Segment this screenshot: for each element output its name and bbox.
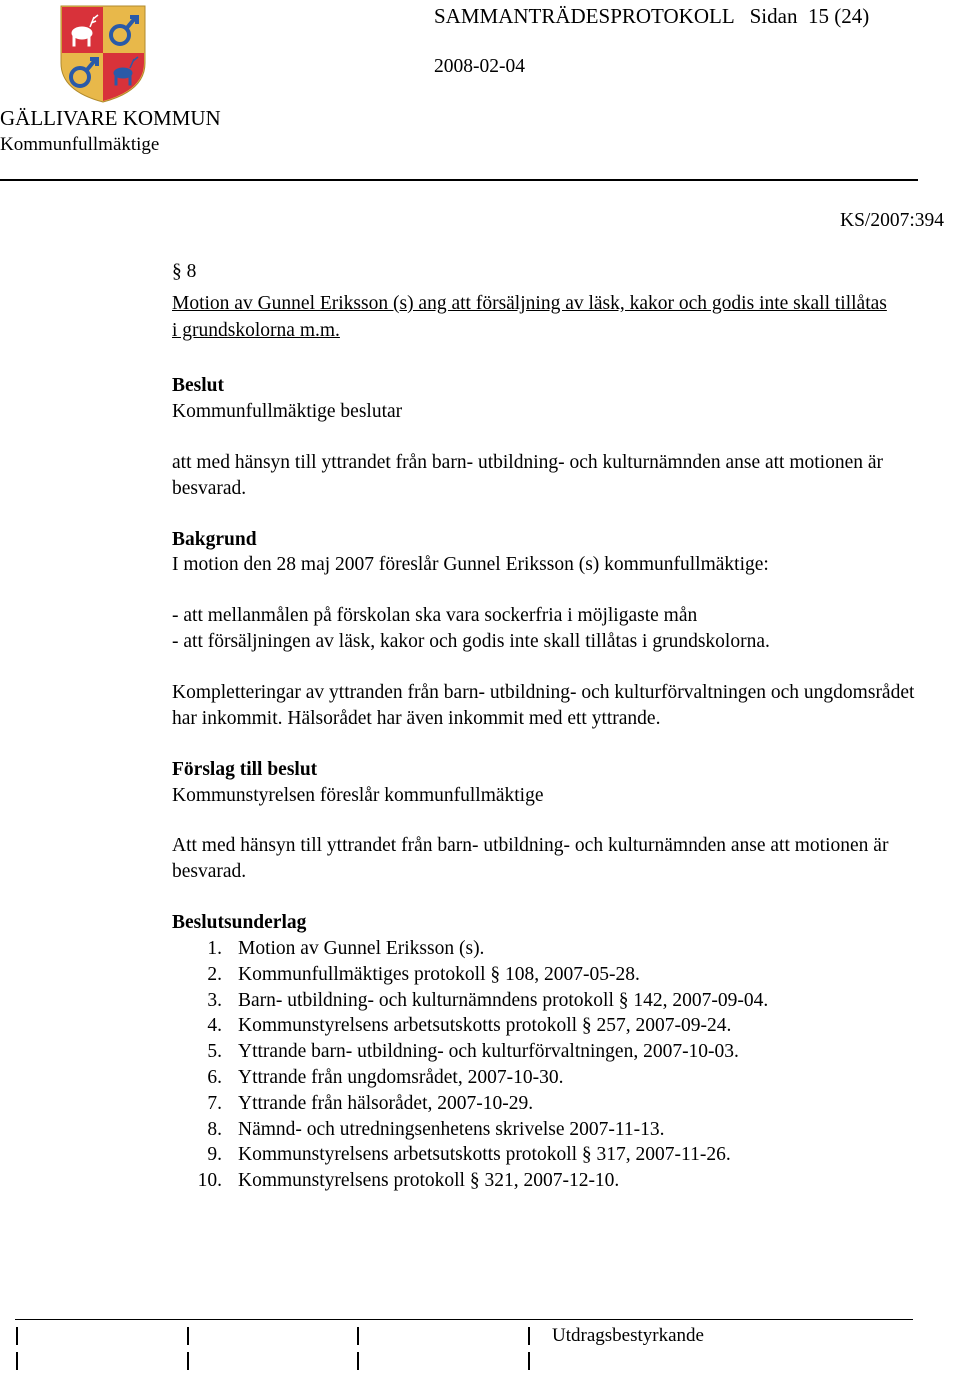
- case-number: KS/2007:394: [840, 210, 945, 231]
- list-item: [172, 962, 932, 988]
- basis-list: [172, 936, 932, 1194]
- signature-box-divider: [16, 1327, 18, 1345]
- list-item-number: 8.: [207, 1118, 222, 1140]
- list-item: [172, 988, 932, 1014]
- list-item: [172, 936, 932, 962]
- basis-heading: Beslutsunderlag: [172, 912, 307, 933]
- list-item-text: Kommunstyrelsens protokoll § 321, 2007-12-10.: [238, 1170, 620, 1192]
- list-item-text: Nämnd- och utredningsenhetens skrivelse 2007-11-13.: [238, 1118, 665, 1140]
- list-item-text: Kommunfullmäktiges protokoll § 108, 2007-05-28.: [238, 963, 640, 985]
- motion-title: Motion av Gunnel Eriksson (s) ang att försäljning av läsk, kakor och godis inte skall tillåtas i grundskolorna m.m.: [172, 293, 887, 341]
- decision-text: att med hänsyn till yttrandet från barn- utbildning- och kulturnämnden anse att motionen är besvarad.: [172, 452, 884, 499]
- list-item-number: 9.: [207, 1144, 222, 1166]
- list-item: [172, 1039, 932, 1065]
- header-divider: [0, 179, 918, 181]
- background-point-2: - att försäljningen av läsk, kakor och godis inte skall tillåtas i grundskolorna.: [172, 631, 770, 652]
- list-item-number: 1.: [207, 938, 222, 959]
- footer-divider: [15, 1319, 913, 1320]
- signature-box-divider: [357, 1352, 359, 1370]
- list-item-number: 10.: [197, 1170, 222, 1192]
- list-item-text: Yttrande från hälsorådet, 2007-10-29.: [238, 1092, 534, 1114]
- list-item-text: Yttrande från ungdomsrådet, 2007-10-30.: [238, 1066, 564, 1088]
- list-item: [172, 1013, 932, 1039]
- decision-heading: Beslut: [172, 375, 225, 396]
- organization-name: GÄLLIVARE KOMMUN: [0, 106, 221, 130]
- list-item: [172, 1091, 932, 1117]
- list-item: [172, 1142, 932, 1168]
- list-item: [172, 1065, 932, 1091]
- background-point-1: - att mellanmålen på förskolan ska vara sockerfria i möjligaste mån: [172, 605, 698, 626]
- protocol-title: SAMMANTRÄDESPROTOKOLL Sidan 15 (24): [434, 4, 870, 28]
- list-item-number: 3.: [207, 989, 222, 1011]
- signature-box-divider: [528, 1352, 530, 1370]
- signature-box-divider: [187, 1352, 189, 1370]
- list-item-number: 6.: [207, 1066, 222, 1088]
- signature-box-divider: [16, 1352, 18, 1370]
- list-item-text: Kommunstyrelsens arbetsutskotts protokoll § 317, 2007-11-26.: [238, 1144, 731, 1166]
- protocol-date: 2008-02-04: [434, 56, 525, 77]
- background-supplement: Kompletteringar av yttranden från barn- utbildning- och kulturförvaltningen och ungdomsrådet har inkommit. Hälsorådet har även inkommit med ett yttrande.: [172, 682, 915, 729]
- list-item: [172, 1168, 932, 1194]
- signature-box-divider: [357, 1327, 359, 1345]
- background-heading: Bakgrund: [172, 529, 257, 550]
- coat-of-arms-icon: [60, 5, 146, 103]
- decision-intro: Kommunfullmäktige beslutar: [172, 401, 403, 422]
- list-item-number: 7.: [207, 1092, 222, 1114]
- list-item-number: 4.: [207, 1015, 222, 1037]
- proposal-text: Att med hänsyn till yttrandet från barn- utbildning- och kulturnämnden anse att motionen är besvarad.: [172, 835, 889, 882]
- list-item-text: Yttrande barn- utbildning- och kulturförvaltningen, 2007-10-03.: [238, 1041, 739, 1063]
- signature-box-divider: [528, 1327, 530, 1345]
- list-item-text: Kommunstyrelsens arbetsutskotts protokoll § 257, 2007-09-24.: [238, 1015, 732, 1037]
- section-number: § 8: [172, 261, 197, 282]
- proposal-heading: Förslag till beslut: [172, 759, 318, 780]
- list-item-text: Motion av Gunnel Eriksson (s).: [238, 938, 485, 959]
- certification-label: Utdragsbestyrkande: [552, 1325, 704, 1346]
- signature-box-divider: [187, 1327, 189, 1345]
- governing-body: Kommunfullmäktige: [0, 134, 160, 155]
- list-item-number: 2.: [207, 963, 222, 985]
- list-item: [172, 1117, 932, 1143]
- list-item-number: 5.: [207, 1041, 222, 1063]
- proposal-intro: Kommunstyrelsen föreslår kommunfullmäktige: [172, 785, 544, 806]
- background-intro: I motion den 28 maj 2007 föreslår Gunnel Eriksson (s) kommunfullmäktige:: [172, 554, 769, 575]
- list-item-text: Barn- utbildning- och kulturnämndens protokoll § 142, 2007-09-04.: [238, 989, 769, 1011]
